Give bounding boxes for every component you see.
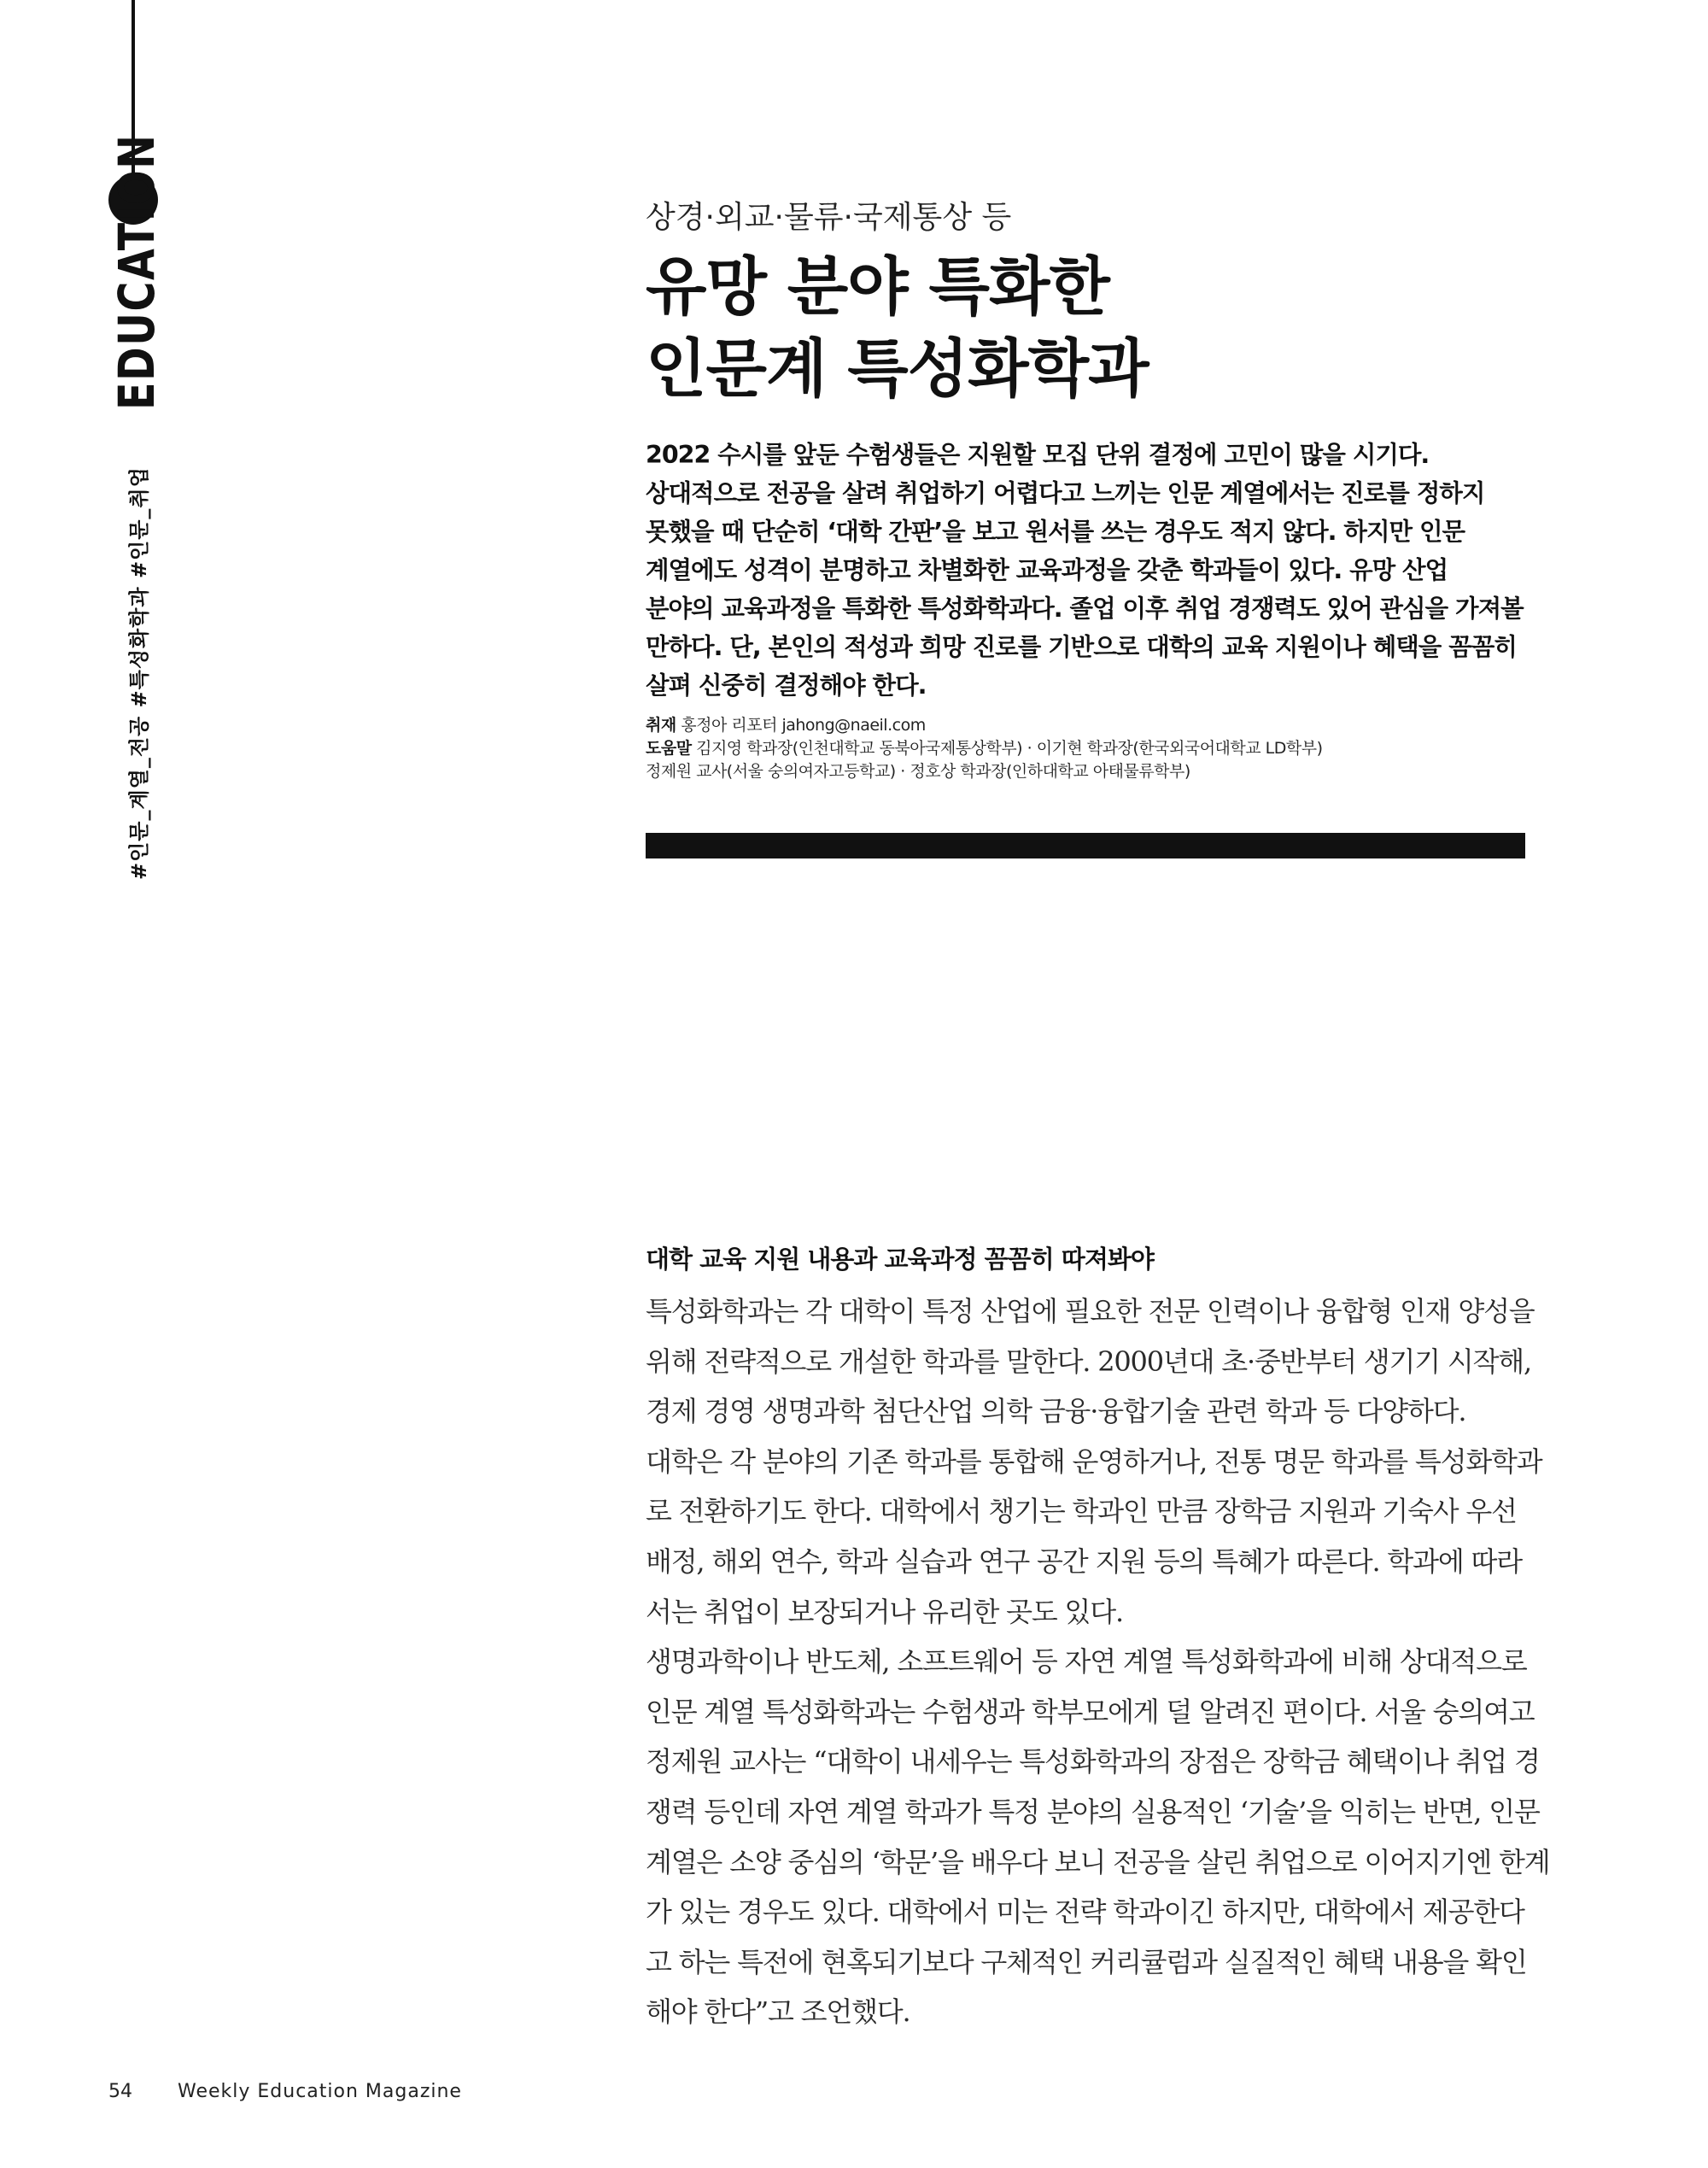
lead-line: 못했을 때 단순히 ‘대학 간판’을 보고 원서를 쓰는 경우도 적지 않다. 하지만 인문 bbox=[646, 518, 1465, 546]
title-line: 유망 분야 특화한 bbox=[646, 250, 1109, 324]
body-heading: 대학 교육 지원 내용과 교육과정 꼼꼼히 따져봐야 bbox=[646, 1245, 1154, 1274]
body-line: 정제원 교사는 “대학이 내세우는 특성화학과의 장점은 장학금 혜택이나 취업 경 bbox=[646, 1745, 1540, 1778]
body-line: 생명과학이나 반도체, 소프트웨어 등 자연 계열 특성화학과에 비해 상대적으로 bbox=[646, 1645, 1527, 1679]
lead-line: 2022 수시를 앞둔 수험생들은 지원할 모집 단위 결정에 고민이 많을 시기다. bbox=[646, 441, 1430, 469]
body-line: 해야 한다”고 조언했다. bbox=[646, 1995, 910, 2029]
section-label: EDUCATION bbox=[108, 133, 166, 411]
page-number: 54 bbox=[108, 2081, 132, 2102]
body-line: 로 전환하기도 한다. 대학에서 챙기는 학과인 만큼 장학금 지원과 기숙사 우선 bbox=[646, 1495, 1517, 1528]
body-line: 인문 계열 특성화학과는 수험생과 학부모에게 덜 알려진 편이다. 서울 숭의여고 bbox=[646, 1695, 1535, 1728]
body-line: 특성화학과는 각 대학이 특정 산업에 필요한 전문 인력이나 융합형 인재 양성을 bbox=[646, 1295, 1535, 1327]
body-line: 가 있는 경우도 있다. 대학에서 미는 전략 학과이긴 하지만, 대학에서 제공한다 bbox=[646, 1896, 1524, 1929]
lead-line: 살펴 신중히 결정해야 한다. bbox=[646, 671, 927, 700]
sidebar-vertical-text bbox=[108, 73, 166, 880]
hashtags: #인문_계열_전공 #특성화학과 #인문_취업 bbox=[126, 466, 151, 880]
lead-paragraph bbox=[646, 436, 1525, 705]
credit-help bbox=[646, 737, 1525, 760]
body-line: 고 하는 특전에 현혹되기보다 구체적인 커리큘럼과 실질적인 혜택 내용을 확인 bbox=[646, 1945, 1527, 1978]
article-title bbox=[646, 246, 1525, 410]
body-line: 쟁력 등인데 자연 계열 학과가 특정 분야의 실용적인 ‘기술’을 익히는 반면, 인문 bbox=[646, 1795, 1540, 1828]
body-text bbox=[646, 1286, 1550, 2037]
section-divider-bar bbox=[646, 833, 1525, 858]
article-subtitle: 상경·외교·물류·국제통상 등 bbox=[646, 200, 1012, 235]
credit-reporter bbox=[646, 714, 1525, 737]
body-line: 서는 취업이 보장되거나 유리한 곳도 있다. bbox=[646, 1595, 1123, 1628]
body-line: 위해 전략적으로 개설한 학과를 말한다. 2000년대 초·중반부터 생기기 시작해, bbox=[646, 1345, 1531, 1378]
body-line: 대학은 각 분야의 기존 학과를 통합해 운영하거나, 전통 명문 학과를 특성화학과 bbox=[646, 1444, 1542, 1478]
credit-help-label: 도움말 bbox=[646, 739, 692, 758]
credit-reporter-text: 홍정아 리포터 jahong@naeil.com bbox=[676, 716, 926, 735]
body-line: 경제 경영 생명과학 첨단산업 의학 금융·융합기술 관련 학과 등 다양하다. bbox=[646, 1395, 1466, 1428]
credits bbox=[646, 714, 1525, 783]
credit-reporter-label: 취재 bbox=[646, 716, 676, 735]
credit-help-cont: 정제원 교사(서울 숭의여자고등학교) · 정호상 학과장(인하대학교 아태물류학부) bbox=[646, 762, 1190, 781]
credit-help-text: 김지영 학과장(인천대학교 동북아국제통상학부) · 이기현 학과장(한국외국어대학교 LD학부) bbox=[691, 739, 1323, 758]
lead-line: 만하다. 단, 본인의 적성과 희망 진로를 기반으로 대학의 교육 지원이나 혜택을 꼼꼼히 bbox=[646, 633, 1517, 661]
lead-line: 상대적으로 전공을 살려 취업하기 어렵다고 느끼는 인문 계열에서는 진로를 정하지 bbox=[646, 479, 1485, 507]
body-line: 계열은 소양 중심의 ‘학문’을 배우다 보니 전공을 살린 취업으로 이어지기엔 한계 bbox=[646, 1845, 1550, 1878]
lead-line: 계열에도 성격이 분명하고 차별화한 교육과정을 갖춘 학과들이 있다. 유망 산업 bbox=[646, 556, 1448, 584]
title-line: 인문계 특성화학과 bbox=[646, 332, 1149, 406]
lead-line: 분야의 교육과정을 특화한 특성화학과다. 졸업 이후 취업 경쟁력도 있어 관심을 가져볼 bbox=[646, 595, 1524, 623]
body-line: 배정, 해외 연수, 학과 실습과 연구 공간 지원 등의 특혜가 따른다. 학과에 따라 bbox=[646, 1544, 1522, 1578]
magazine-name: Weekly Education Magazine bbox=[178, 2081, 462, 2102]
